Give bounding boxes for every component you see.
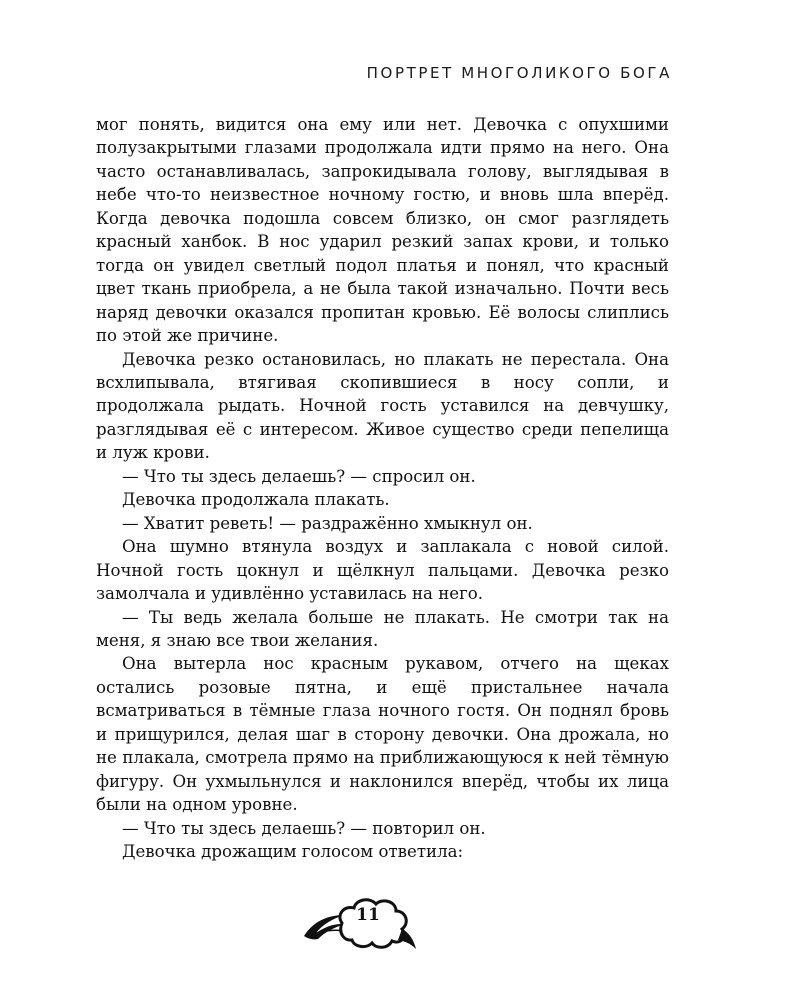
- running-title: ПОРТРЕТ МНОГОЛИКОГО БОГА: [366, 64, 672, 82]
- paragraph: — Что ты здесь делаешь? — спросил он.: [122, 466, 476, 486]
- paragraph: — Ты ведь желала больше не плакать. Не смотри так на меня, я знаю все твои желания.: [96, 607, 669, 650]
- paragraph: Девочка дрожащим голосом ответила:: [122, 842, 464, 862]
- page-number: 11: [356, 905, 380, 925]
- page-folio: [302, 893, 422, 953]
- paragraph: Она вытерла нос красным рукавом, отчего на щеках остались розовые пятна, и ещё пристальнее начала всматриваться в тёмные глаза ночного гостя. Он поднял бровь и прищурился, делая шаг в сторону девочки. Она дрожала, но не плакала, смотрела прямо на приближающуюся к ней тёмную фигуру. Он ухмыльнулся и наклонился вперёд, чтобы их лица были на одном уровне.: [96, 654, 669, 815]
- body-text: [96, 113, 669, 864]
- paragraph: — Что ты здесь делаешь? — повторил он.: [122, 818, 486, 838]
- paragraph: Девочка резко остановилась, но плакать не перестала. Она всхлипывала, втягивая скопившиеся в носу сопли, и продолжала рыдать. Ночной гость уставился на девчушку, разглядывая её с интересом. Живое существо среди пепелища и луж крови.: [96, 349, 669, 463]
- paragraph: мог понять, видится она ему или нет. Девочка с опухшими полузакрытыми глазами продолжала идти прямо на него. Она часто останавливалась, запрокидывала голову, выглядывая в небе что-то неизвестное ночному гостю, и вновь шла вперёд. Когда девочка подошла совсем близко, он смог разглядеть красный ханбок. В нос ударил резкий запах крови, и только тогда он увидел светлый подол платья и понял, что красный цвет ткань приобрела, а не была такой изначально. Почти весь наряд девочки оказался пропитан кровью. Её волосы слиплись по этой же причине.: [96, 115, 669, 346]
- paragraph: Она шумно втянула воздух и заплакала с новой силой. Ночной гость цокнул и щёлкнул пальцами. Девочка резко замолчала и удивлённо уставилась на него.: [96, 537, 669, 604]
- paragraph: — Хватит реветь! — раздражённо хмыкнул он.: [122, 513, 533, 533]
- paragraph: Девочка продолжала плакать.: [122, 490, 390, 510]
